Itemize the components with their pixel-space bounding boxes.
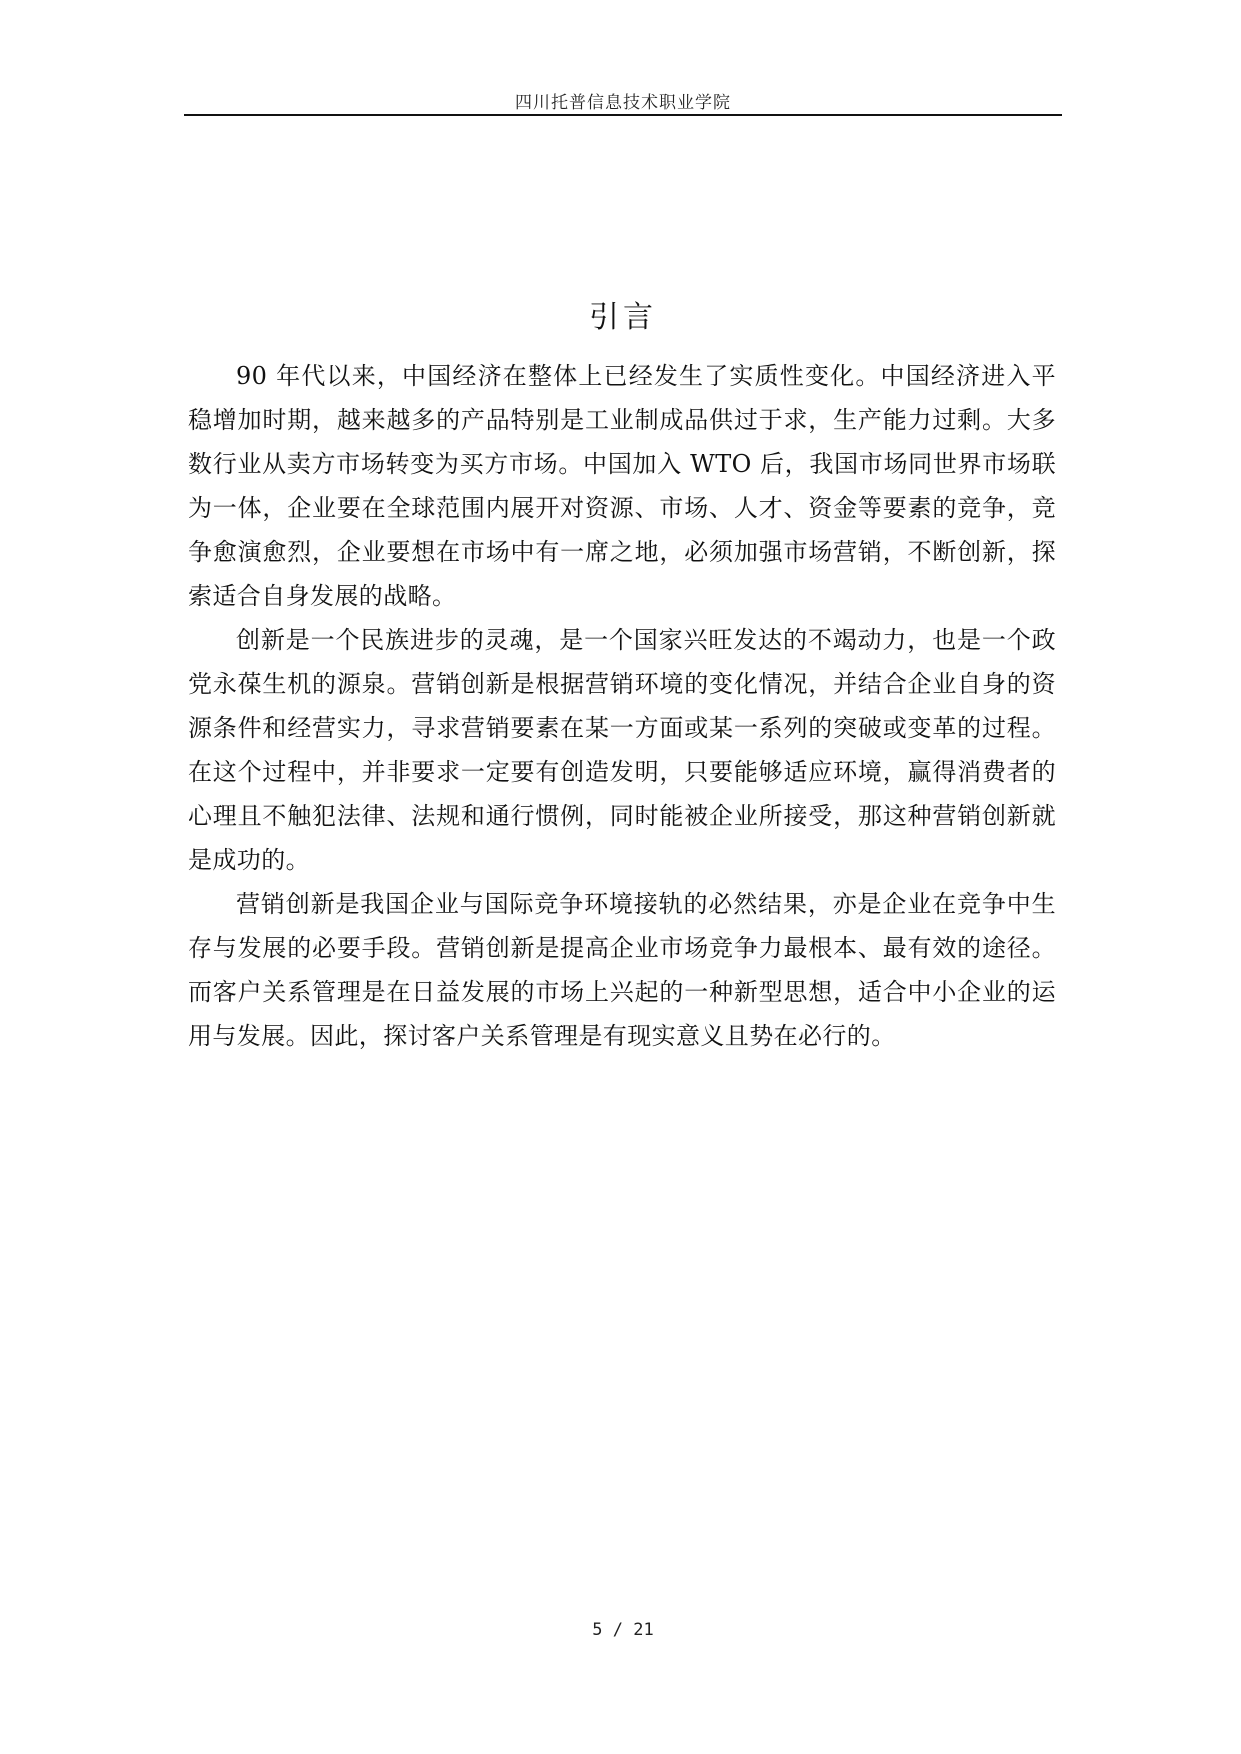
paragraph-1: 90 年代以来，中国经济在整体上已经发生了实质性变化。中国经济进入平稳增加时期，越来越多的产品特别是工业制成品供过于求，生产能力过剩。大多数行业从卖方市场转变为买方市场。中国加入 WTO 后，我国市场同世界市场联为一体，企业要在全球范围内展开对资源、市场、人才、资金等要素的竞争，竞争愈演愈烈，企业要想在市场中有一席之地，必须加强市场营销，不断创新，探索适合自身发展的战略。: [188, 362, 1056, 610]
paragraph-3: 营销创新是我国企业与国际竞争环境接轨的必然结果，亦是企业在竞争中生存与发展的必要手段。营销创新是提高企业市场竞争力最根本、最有效的途径。而客户关系管理是在日益发展的市场上兴起的一种新型思想，适合中小企业的运用与发展。因此，探讨客户关系管理是有现实意义且势在必行的。: [188, 890, 1056, 1050]
page-title: 引言: [589, 300, 657, 335]
paragraph-2: 创新是一个民族进步的灵魂，是一个国家兴旺发达的不竭动力，也是一个政党永葆生机的源泉。营销创新是根据营销环境的变化情况，并结合企业自身的资源条件和经营实力，寻求营销要素在某一方面或某一系列的突破或变革的过程。在这个过程中，并非要求一定要有创造发明，只要能够适应环境，赢得消费者的心理且不触犯法律、法规和通行惯例，同时能被企业所接受，那这种营销创新就是成功的。: [188, 626, 1056, 874]
page-header: 四川托普信息技术职业学院: [515, 93, 731, 113]
header-rule: [184, 114, 1062, 116]
page-number: 5 / 21: [592, 1620, 654, 1640]
body-text: [188, 354, 1056, 1058]
